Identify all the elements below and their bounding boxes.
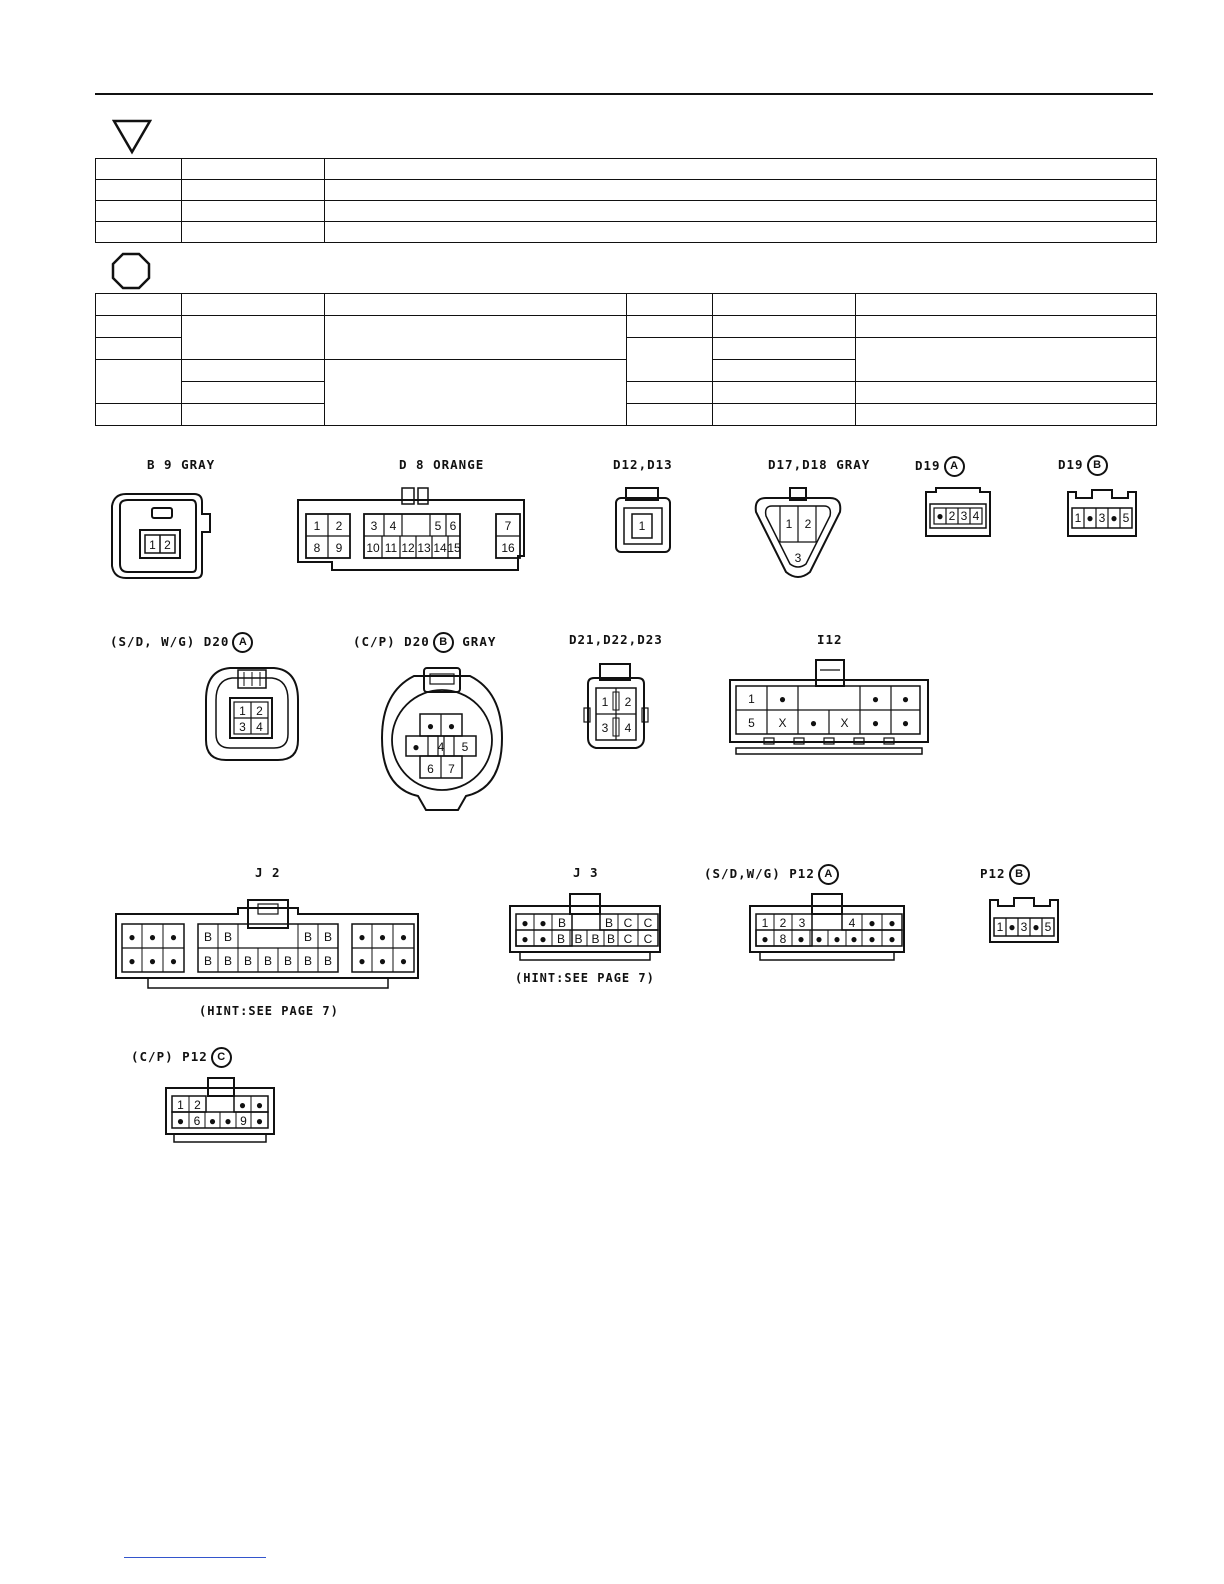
d8-pin: 11 [384, 541, 398, 555]
d19a-label [915, 456, 965, 477]
d19b-pin: ● [1086, 511, 1094, 525]
j2-pin: ● [128, 930, 136, 944]
d19a-pin: 3 [960, 509, 968, 523]
p12a-pin: 4 [848, 916, 856, 930]
i12-connector [726, 656, 932, 758]
d20b-badge: B [433, 632, 454, 653]
table-row [96, 404, 1157, 426]
d8-pin: 14 [433, 541, 447, 555]
table-row [96, 180, 1157, 201]
j3-pin: ● [521, 916, 529, 930]
j2-pin: B [203, 954, 213, 968]
j2-pin: ● [128, 954, 136, 968]
p12c-title: P12 [182, 1049, 208, 1064]
d19a-pin: 2 [948, 509, 956, 523]
d17-pin: 1 [785, 517, 793, 531]
d20b-pin: 6 [427, 762, 434, 776]
b9-pin: 2 [164, 538, 171, 552]
d21-connector [582, 660, 652, 756]
i12-pin: X [840, 716, 849, 730]
d20b-pin: ● [447, 719, 456, 733]
p12a-pin: ● [761, 932, 769, 946]
d20a-pin: 1 [239, 704, 246, 718]
d20a-connector [202, 660, 302, 764]
j2-pin: ● [399, 930, 408, 944]
j2-title: J 2 [255, 865, 281, 880]
p12a-pin: ● [815, 932, 823, 946]
d19b-pin: 1 [1074, 511, 1082, 525]
d8-pin: 7 [504, 519, 512, 533]
p12a-pin: 8 [779, 932, 787, 946]
p12c-pin: ● [255, 1114, 264, 1128]
d21-pin: 2 [624, 695, 632, 709]
j2-pin: ● [378, 930, 387, 944]
j2-pin: ● [358, 954, 366, 968]
j2-pin: ● [148, 954, 157, 968]
d20a-badge: A [232, 632, 253, 653]
d19a-title: D19 [915, 458, 941, 473]
p12a-pin: ● [888, 932, 896, 946]
p12a-pin: 3 [798, 916, 806, 930]
d20a-prefix: (S/D, W/G) [110, 634, 196, 649]
j2-pin: B [303, 954, 313, 968]
p12b-label [980, 864, 1030, 885]
i12-pin: ● [871, 716, 880, 730]
p12a-pin: 2 [779, 916, 787, 930]
d8-title: D 8 ORANGE [399, 457, 485, 472]
i12-pin: ● [901, 692, 910, 706]
p12b-pin: ● [1008, 920, 1016, 934]
p12a-label [704, 864, 839, 885]
j2-pin: ● [358, 930, 366, 944]
p12a-prefix: (S/D,W/G) [704, 866, 781, 881]
d21-pin: 4 [624, 721, 632, 735]
p12c-pin: ● [238, 1098, 247, 1112]
j3-pin: C [623, 916, 633, 930]
d12-title: D12,D13 [613, 457, 673, 472]
p12a-pin: ● [888, 916, 896, 930]
p12a-pin: ● [850, 932, 858, 946]
d20b-suffix: GRAY [462, 634, 497, 649]
table-row [96, 159, 1157, 180]
d19b-badge: B [1087, 455, 1108, 476]
j3-pin: B [556, 932, 566, 946]
i12-pin: ● [809, 716, 818, 730]
d21-pin: 3 [601, 721, 609, 735]
j3-pin: B [606, 932, 616, 946]
p12a-connector [746, 890, 908, 966]
j2-pin: B [263, 954, 273, 968]
d20b-connector [378, 658, 506, 816]
d20a-pin: 4 [256, 720, 263, 734]
d20b-pin: ● [412, 740, 420, 754]
j2-pin: ● [148, 930, 157, 944]
j2-pin: B [243, 954, 253, 968]
d17-pin: 2 [804, 517, 812, 531]
i12-title: I12 [817, 632, 843, 647]
d8-pin: 4 [389, 519, 397, 533]
table-two [95, 293, 1157, 426]
j2-pin: ● [169, 930, 178, 944]
p12b-badge: B [1009, 864, 1030, 885]
d20b-pin: 7 [448, 762, 455, 776]
d20b-label [353, 632, 496, 653]
p12b-title: P12 [980, 866, 1006, 881]
d8-pin: 15 [447, 541, 461, 555]
d20b-pin: 4 [437, 740, 445, 754]
p12b-pin: 3 [1020, 920, 1028, 934]
d20b-pin: 5 [461, 740, 469, 754]
d19b-pin: 3 [1098, 511, 1106, 525]
table-row [96, 222, 1157, 243]
table-row [96, 316, 1157, 338]
triangle-down-icon [112, 119, 152, 155]
d8-pin: 12 [401, 541, 415, 555]
d17-connector [752, 484, 844, 580]
p12b-connector [984, 892, 1064, 948]
d8-pin: 13 [417, 541, 431, 555]
d19a-badge: A [944, 456, 965, 477]
i12-pin: 1 [748, 692, 755, 706]
j2-pin: ● [399, 954, 408, 968]
j2-pin: B [203, 930, 213, 944]
j2-pin: B [303, 930, 313, 944]
d12-pin: 1 [638, 519, 646, 533]
d8-pin: 9 [335, 541, 343, 555]
p12b-pin: ● [1032, 920, 1040, 934]
header-rule [95, 93, 1153, 95]
d8-pin: 10 [366, 541, 380, 555]
d8-pin: 3 [370, 519, 378, 533]
j3-pin: C [643, 916, 653, 930]
j2-pin: B [283, 954, 293, 968]
d8-pin: 5 [434, 519, 442, 533]
d19b-label [1058, 455, 1108, 476]
d21-title: D21,D22,D23 [569, 632, 663, 647]
p12c-pin: ● [255, 1098, 264, 1112]
j2-connector [110, 890, 426, 994]
d8-connector [292, 484, 528, 580]
p12a-pin: 1 [761, 916, 769, 930]
d19a-connector [920, 484, 996, 540]
i12-pin: ● [901, 716, 910, 730]
d20b-pin: ● [426, 719, 435, 733]
p12b-pin: 1 [996, 920, 1004, 934]
j3-pin: ● [539, 932, 547, 946]
d20a-pin: 2 [256, 704, 263, 718]
p12c-badge: C [211, 1047, 232, 1068]
j2-pin: B [223, 930, 233, 944]
d17-title: D17,D18 GRAY [768, 457, 871, 472]
p12a-pin: ● [868, 916, 876, 930]
p12c-label [131, 1047, 232, 1068]
d19a-pin: ● [936, 509, 944, 523]
d8-pin: 1 [313, 519, 321, 533]
d8-pin: 6 [449, 519, 457, 533]
d20a-pin: 3 [239, 720, 246, 734]
b9-pin: 1 [149, 538, 156, 552]
d8-pin: 8 [313, 541, 321, 555]
i12-pin: X [778, 716, 787, 730]
p12c-pin: ● [224, 1114, 232, 1128]
j3-pin: C [643, 932, 653, 946]
j2-pin: B [223, 954, 233, 968]
j2-pin: B [323, 954, 333, 968]
d19a-pin: 4 [972, 509, 980, 523]
j3-pin: C [623, 932, 633, 946]
d21-pin: 1 [601, 695, 609, 709]
p12a-pin: ● [868, 932, 876, 946]
j2-hint: (HINT:SEE PAGE 7) [199, 1004, 339, 1018]
d19b-pin: ● [1110, 511, 1118, 525]
j3-pin: B [557, 916, 567, 930]
p12c-pin: 1 [177, 1098, 184, 1112]
d12-connector [612, 484, 674, 558]
footer-link-underline [124, 1557, 266, 1558]
table-row [96, 201, 1157, 222]
i12-pin: 5 [748, 716, 755, 730]
d19b-pin: 5 [1122, 511, 1130, 525]
j3-hint: (HINT:SEE PAGE 7) [515, 971, 655, 985]
p12a-badge: A [818, 864, 839, 885]
j2-pin: B [323, 930, 333, 944]
p12a-pin: ● [797, 932, 805, 946]
d19b-connector [1062, 484, 1142, 540]
p12a-title: P12 [789, 866, 815, 881]
b9-title: B 9 GRAY [147, 457, 216, 472]
j3-pin: B [591, 932, 600, 946]
j3-connector [506, 890, 666, 966]
table-one [95, 158, 1157, 243]
p12c-pin: ● [208, 1114, 217, 1128]
d20a-title: D20 [203, 634, 230, 649]
table-row [96, 382, 1157, 404]
d17-pin: 3 [794, 551, 802, 565]
j3-pin: ● [539, 916, 547, 930]
p12a-pin: ● [833, 932, 841, 946]
p12c-connector [162, 1074, 280, 1148]
d8-pin: 2 [335, 519, 343, 533]
p12c-pin: 2 [194, 1098, 201, 1112]
j3-title: J 3 [573, 865, 599, 880]
d19b-title: D19 [1058, 457, 1084, 472]
j2-pin: ● [378, 954, 387, 968]
p12c-pin: ● [176, 1114, 185, 1128]
p12c-pin: 6 [193, 1114, 201, 1128]
p12c-pin: 9 [240, 1114, 247, 1128]
d20a-label [110, 632, 253, 653]
j3-pin: B [604, 916, 614, 930]
j3-pin: B [574, 932, 583, 946]
d20b-title: D20 [404, 634, 430, 649]
j3-pin: ● [521, 932, 529, 946]
b9-connector [108, 488, 214, 582]
d20b-prefix: (C/P) [353, 634, 396, 649]
i12-pin: ● [778, 692, 787, 706]
j2-pin: ● [169, 954, 178, 968]
octagon-icon [111, 252, 151, 290]
table-row [96, 294, 1157, 316]
p12b-pin: 5 [1044, 920, 1052, 934]
d8-pin: 16 [501, 541, 515, 555]
i12-pin: ● [871, 692, 880, 706]
p12c-prefix: (C/P) [131, 1049, 174, 1064]
